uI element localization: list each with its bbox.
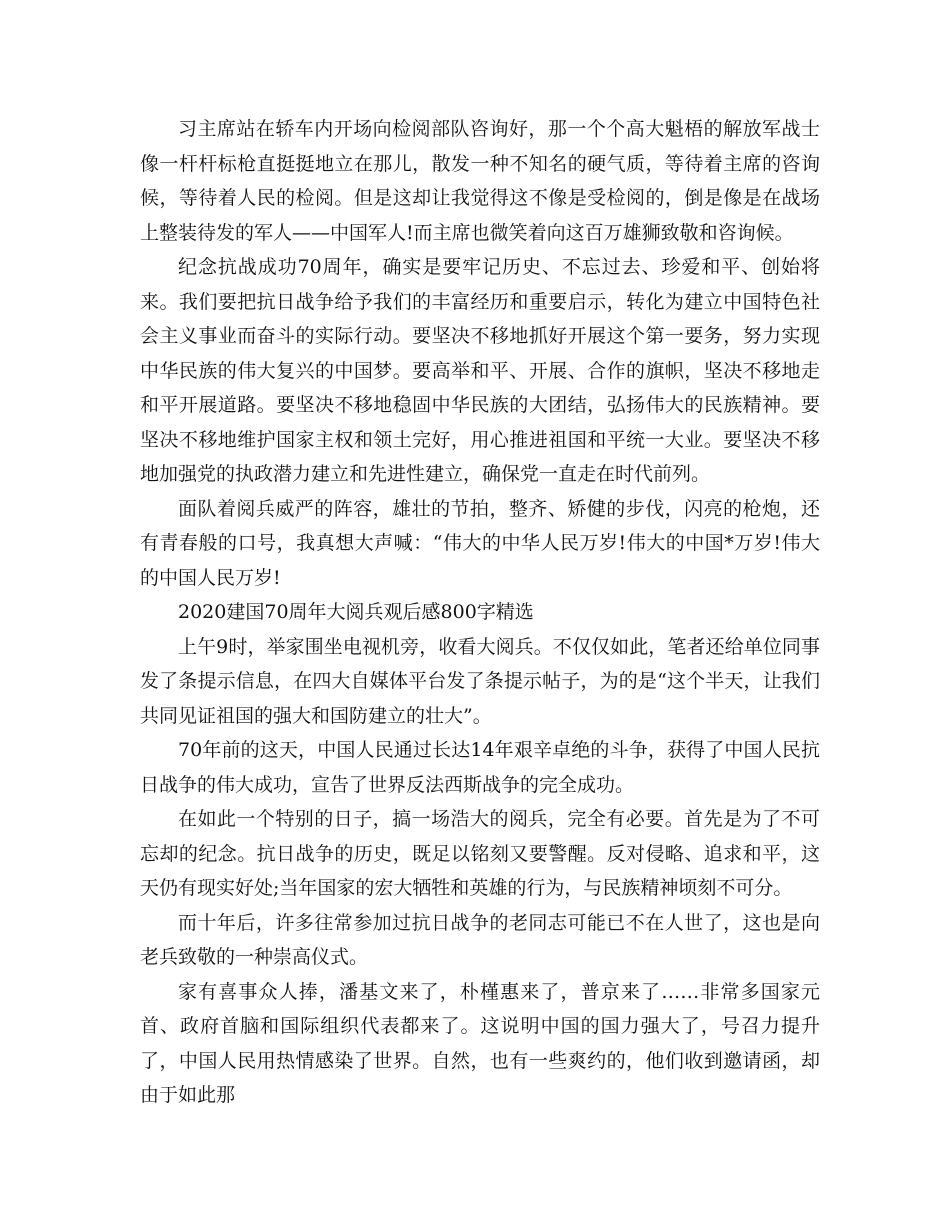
section-paragraph-3: 在如此一个特别的日子，搞一场浩大的阅兵，完全有必要。首先是为了不可忘却的纪念。抗日战争的历史，既足以铭刻又要警醒。反对侵略、追求和平，这天仍有现实好处;当年国家的宏大牺牲和英雄的行为，与民族精神顷刻不可分。 [140, 808, 820, 899]
body-paragraph-3: 面队着阅兵威严的阵容，雄壮的节拍，整齐、矫健的步伐，闪亮的枪炮，还有青春般的口号，我真想大声喊：“伟大的中华人民万岁!伟大的中国*万岁!伟大的中国人民万岁! [140, 497, 820, 589]
body-paragraph-1: 习主席站在轿车内开场向检阅部队咨询好，那一个个高大魁梧的解放军战士像一杆杆标枪直挺挺地立在那儿，散发一种不知名的硬气质，等待着主席的咨询候，等待着人民的检阅。但是这却让我觉得这不像是受检阅的，倒是像是在战场上整装待发的军人——中国军人!而主席也微笑着向这百万雄狮致敬和咨询候。 [140, 118, 820, 244]
section-title: 2020建国70周年大阅兵观后感800字精选 [178, 601, 534, 623]
section-paragraph-1: 上午9时，举家围坐电视机旁，收看大阅兵。不仅仅如此，笔者还给单位同事发了条提示信息，在四大自媒体平台发了条提示帖子，为的是“这个半天，让我们共同见证祖国的强大和国防建立的壮大”。 [140, 635, 820, 727]
section-paragraph-5: 家有喜事众人捧，潘基文来了，朴槿惠来了，普京来了……非常多国家元首、政府首脑和国际组织代表都来了。这说明中国的国力强大了，号召力提升了，中国人民用热情感染了世界。自然，也有一些爽约的，他们收到邀请函，却由于如此那 [140, 980, 820, 1106]
section-paragraph-4: 而十年后，许多往常参加过抗日战争的老同志可能已不在人世了，这也是向老兵致敬的一种崇高仪式。 [140, 911, 820, 968]
body-paragraph-2: 纪念抗战成功70周年，确实是要牢记历史、不忘过去、珍爱和平、创始将来。我们要把抗日战争给予我们的丰富经历和重要启示，转化为建立中国特色社会主义事业而奋斗的实际行动。要坚决不移地抓好开展这个第一要务，努力实现中华民族的伟大复兴的中国梦。要高举和平、开展、合作的旗帜，坚决不移地走和平开展道路。要坚决不移地稳固中华民族的大团结，弘扬伟大的民族精神。要坚决不移地维护国家主权和领土完好，用心推进祖国和平统一大业。要坚决不移地加强党的执政潜力建立和先进性建立，确保党一直走在时代前列。 [140, 256, 820, 485]
document-page [140, 112, 820, 1113]
section-paragraph-2: 70年前的这天，中国人民通过长达14年艰辛卓绝的斗争，获得了中国人民抗日战争的伟大成功，宣告了世界反法西斯战争的完全成功。 [140, 739, 820, 796]
